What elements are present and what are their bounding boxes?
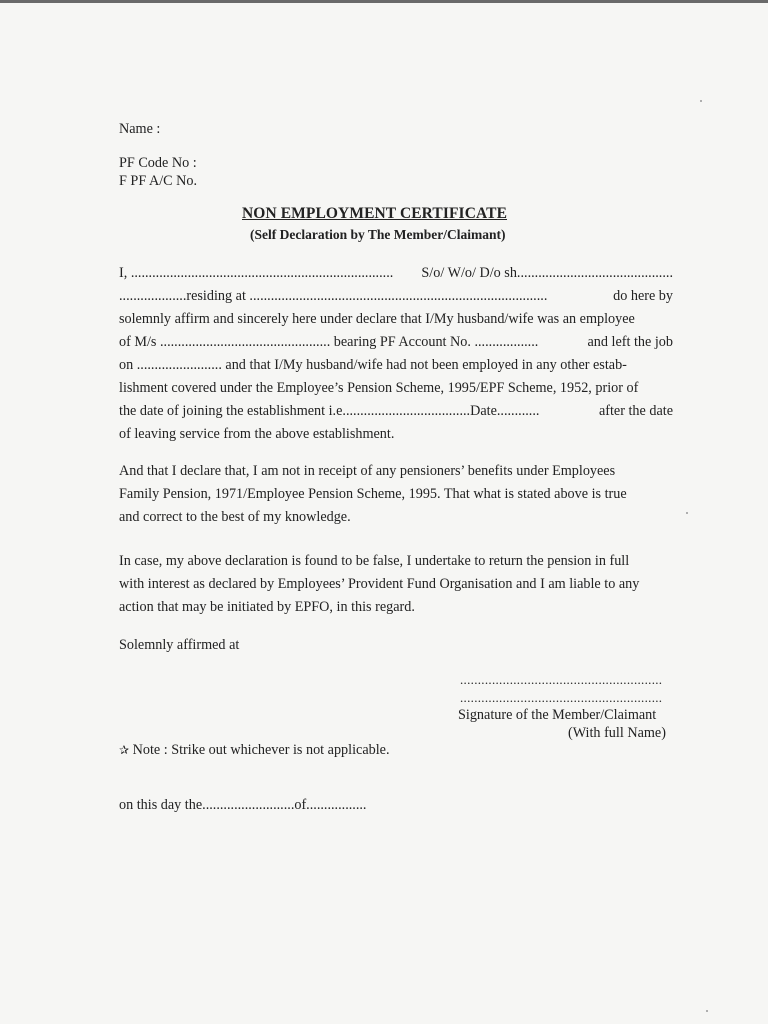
pension-line: [119, 460, 673, 483]
declaration-text: the date of joining the establishment i.e....................................Date............: [119, 403, 540, 419]
signature-dotted-line: .........................................................: [460, 672, 663, 687]
declaration-line: [119, 377, 673, 400]
solemnly-affirmed-label: Solemnly affirmed at: [119, 637, 240, 653]
undertaking-line: [119, 596, 673, 619]
declaration-text: of M/s ................................................ bearing PF Account No. ..................: [119, 334, 539, 350]
date-line: on this day the..........................of.................: [119, 797, 367, 813]
pf-code-label: PF Code No :: [119, 155, 197, 171]
undertaking-text: with interest as declared by Employees’ Provident Fund Organisation and I am liable to any: [119, 576, 640, 592]
pension-line: [119, 506, 673, 529]
undertaking-paragraph: [119, 550, 673, 619]
declaration-line: [119, 308, 673, 331]
signature-dotted-line: .........................................................: [460, 690, 663, 705]
signature-sub-label: (With full Name): [568, 725, 666, 741]
name-label: Name :: [119, 121, 161, 137]
pension-line: [119, 483, 673, 506]
declaration-line: [119, 285, 673, 308]
certificate-subtitle: (Self Declaration by The Member/Claimant): [250, 227, 506, 242]
declaration-line: [119, 331, 673, 354]
declaration-line: [119, 262, 673, 285]
undertaking-text: action that may be initiated by EPFO, in this regard.: [119, 599, 415, 615]
declaration-text: and left the job: [587, 334, 673, 350]
star-icon: ✰: [119, 743, 130, 757]
declaration-text: lishment covered under the Employee’s Pension Scheme, 1995/EPF Scheme, 1952, prior of: [119, 380, 639, 396]
undertaking-line: [119, 550, 673, 573]
declaration-text: I, ..........................................................................: [119, 265, 394, 281]
fpf-account-label: F PF A/C No.: [119, 173, 198, 189]
declaration-text: ...................residing at ....................................................................................: [119, 288, 548, 304]
declaration-text: solemnly affirm and sincerely here under declare that I/My husband/wife was an employee: [119, 311, 635, 327]
declaration-text: S/o/ W/o/ D/o sh............................................: [421, 265, 673, 281]
declaration-text: do here by: [613, 288, 673, 304]
signature-label: Signature of the Member/Claimant: [458, 707, 657, 723]
scan-speck: [700, 100, 702, 102]
declaration-line: [119, 400, 673, 423]
declaration-line: [119, 354, 673, 377]
note-line: [119, 741, 390, 759]
note-text: Note : Strike out whichever is not applicable.: [132, 742, 390, 758]
pension-text: Family Pension, 1971/Employee Pension Scheme, 1995. That what is stated above is true: [119, 486, 627, 502]
pension-paragraph: [119, 460, 673, 529]
scan-edge-line: [0, 0, 768, 3]
scan-speck: [686, 512, 688, 514]
undertaking-text: In case, my above declaration is found to be false, I undertake to return the pension in full: [119, 553, 630, 569]
declaration-text: of leaving service from the above establishment.: [119, 426, 395, 442]
scan-speck: [706, 1010, 708, 1012]
pension-text: and correct to the best of my knowledge.: [119, 509, 351, 525]
declaration-line: [119, 423, 673, 446]
declaration-text: on ........................ and that I/My husband/wife had not been employed in any other estab-: [119, 357, 627, 373]
declaration-paragraph: [119, 262, 673, 446]
undertaking-line: [119, 573, 673, 596]
pension-text: And that I declare that, I am not in receipt of any pensioners’ benefits under Employees: [119, 463, 616, 479]
certificate-title: NON EMPLOYMENT CERTIFICATE: [242, 205, 508, 222]
declaration-text: after the date: [598, 403, 673, 419]
